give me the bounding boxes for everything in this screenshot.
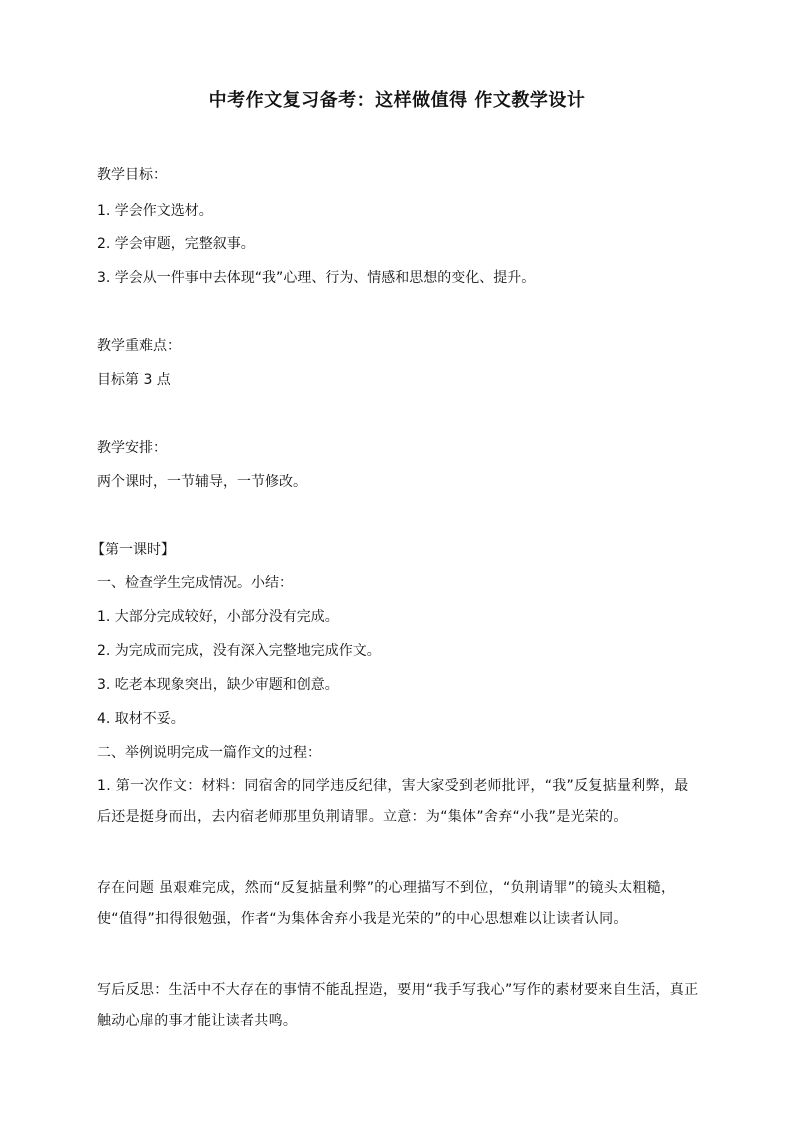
arrangement-text: 两个课时，一节辅导，一节修改。 (97, 474, 307, 490)
goal-item-1: 1. 学会作文选材。 (97, 203, 213, 219)
key-points-heading: 教学重难点： (97, 338, 181, 354)
section1-item-2: 2. 为完成而完成，没有深入完整地完成作文。 (97, 643, 381, 659)
key-points-text: 目标第 3 点 (97, 372, 171, 388)
section2-heading: 二、举例说明完成一篇作文的过程： (97, 745, 321, 761)
goals-heading: 教学目标： (97, 167, 167, 183)
reflection-paragraph: 写后反思：生活中不大存在的事情不能乱捏造，要用“我手写我心”写作的素材要来自生活，真正触动心扉的事才能让读者共鸣。 (97, 982, 699, 1029)
arrangement-heading: 教学安排： (97, 440, 167, 456)
lesson1-heading: 【第一课时】 (91, 542, 175, 558)
goal-item-3: 3. 学会从一件事中去体现“我”心理、行为、情感和思想的变化、提升。 (97, 270, 536, 286)
section1-item-4: 4. 取材不妥。 (97, 711, 185, 727)
section1-heading: 一、检查学生完成情况。小结： (97, 575, 293, 591)
section1-item-3: 3. 吃老本现象突出，缺少审题和创意。 (97, 677, 339, 693)
problem-paragraph: 存在问题 虽艰难完成，然而“反复掂量利弊”的心理描写不到位，“负荆请罪”的镜头太粗糙，使“值得”扣得很勉强，作者“为集体舍弃小我是光荣的”的中心思想难以让读者认同。 (97, 880, 676, 927)
document-title: 中考作文复习备考：这样做值得 作文教学设计 (208, 90, 586, 111)
goal-item-2: 2. 学会审题，完整叙事。 (97, 236, 255, 252)
section1-item-1: 1. 大部分完成较好，小部分没有完成。 (97, 609, 339, 625)
first-essay-paragraph: 1. 第一次作文：材料：同宿舍的同学违反纪律，害大家受到老师批评，“我”反复掂量利弊，最后还是挺身而出，去内宿老师那里负荆请罪。立意：为“集体”舍弃“小我”是光荣的。 (97, 778, 689, 825)
